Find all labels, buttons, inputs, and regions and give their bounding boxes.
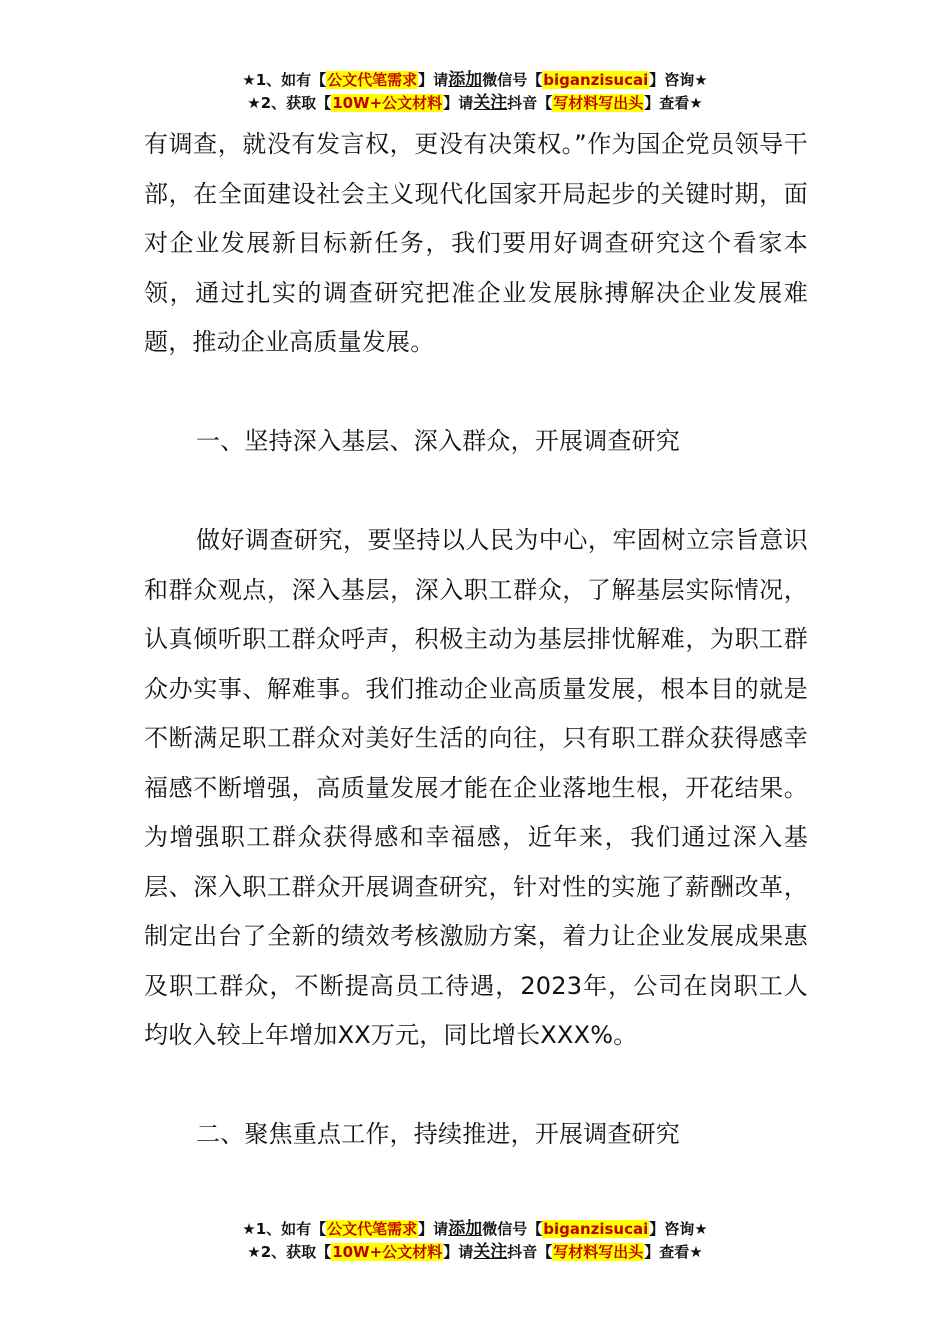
underlined-add: 添加 [448,1219,483,1239]
underlined-follow: 关注 [473,1242,508,1262]
banner-line-2 [0,1241,950,1264]
banner-text: ★2、获取【 [247,1243,332,1261]
banner-text: 微信号【 [482,71,543,89]
banner-text: 】请 [418,71,449,89]
document-body [144,120,808,1160]
banner-text: ★1、如有【 [242,1220,327,1238]
banner-text: 】咨询★ [649,71,708,89]
bottom-banner [0,1218,950,1264]
banner-line-1 [0,1218,950,1241]
banner-text: 】请 [443,1243,474,1261]
underlined-add: 添加 [448,70,483,90]
banner-text: ★1、如有【 [242,71,327,89]
banner-text: 微信号【 [482,1220,543,1238]
banner-text: 】请 [443,94,474,112]
underlined-follow: 关注 [473,93,508,113]
banner-text: 】咨询★ [649,1220,708,1238]
banner-text: ★2、获取【 [247,94,332,112]
spacer [144,1061,808,1111]
spacer [144,368,808,418]
highlight-materials: 10W+公文材料 [332,94,443,112]
highlight-douyin: 写材料写出头 [553,1243,644,1261]
highlight-service: 公文代笔需求 [327,1220,418,1238]
paragraph-intro: 有调查，就没有发言权，更没有决策权。”作为国企党员领导干部，在全面建设社会主义现代化国家开局起步的关键时期，面对企业发展新目标新任务，我们要用好调查研究这个看家本领，通过扎实的调查研究把准企业发展脉搏解决企业发展难题，推动企业高质量发展。 [144,130,808,356]
banner-text: 抖音【 [507,94,553,112]
paragraph-section-1: 做好调查研究，要坚持以人民为中心，牢固树立宗旨意识和群众观点，深入基层，深入职工群众，了解基层实际情况，认真倾听职工群众呼声，积极主动为基层排忧解难，为职工群众办实事、解难事。我们推动企业高质量发展，根本目的就是不断满足职工群众对美好生活的向往，只有职工群众获得感幸福感不断增强，高质量发展才能在企业落地生根，开花结果。为增强职工群众获得感和幸福感，近年来，我们通过深入基层、深入职工群众开展调查研究，针对性的实施了薪酬改革，制定出台了全新的绩效考核激励方案，着力让企业发展成果惠及职工群众，不断提高员工待遇，2023年，公司在岗职工人均收入较上年增加XX万元，同比增长XXX%。 [144,526,808,1049]
banner-line-1 [0,69,950,92]
banner-text: 抖音【 [507,1243,553,1261]
banner-text: 】查看★ [644,1243,703,1261]
spacer [144,467,808,517]
banner-text: 】请 [418,1220,449,1238]
highlight-wechat-id: biganzisucai [543,71,649,89]
highlight-materials: 10W+公文材料 [332,1243,443,1261]
section-heading-1: 一、坚持深入基层、深入群众，开展调查研究 [196,427,680,455]
highlight-douyin: 写材料写出头 [553,94,644,112]
banner-text: 】查看★ [644,94,703,112]
top-banner [0,69,950,115]
section-heading-2: 二、聚焦重点工作，持续推进，开展调查研究 [196,1120,680,1148]
banner-line-2 [0,92,950,115]
highlight-service: 公文代笔需求 [327,71,418,89]
highlight-wechat-id: biganzisucai [543,1220,649,1238]
